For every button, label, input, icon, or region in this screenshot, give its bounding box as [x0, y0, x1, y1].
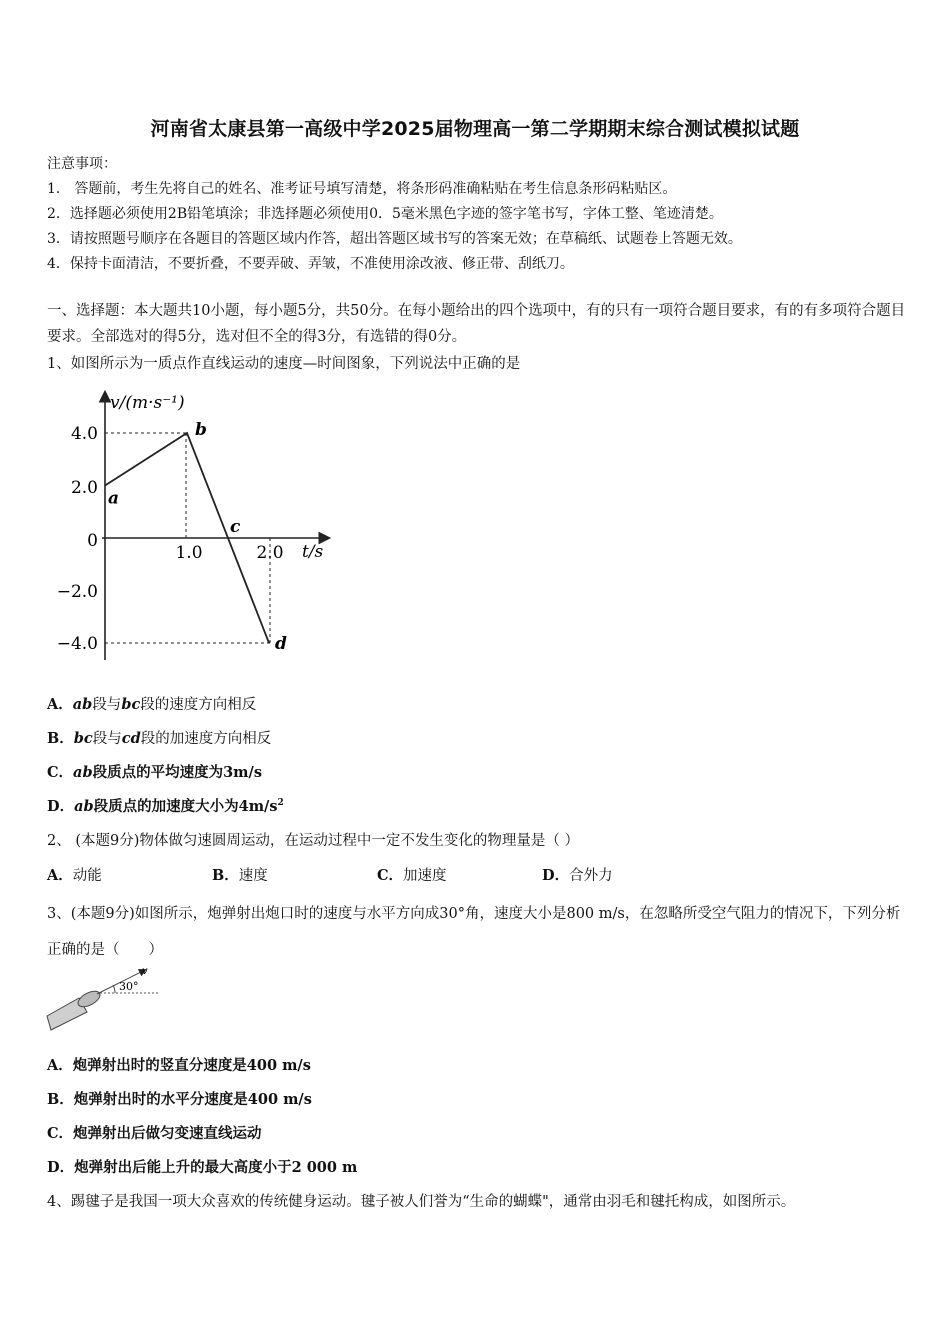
x-axis-label: t/s: [302, 542, 324, 562]
q2-option-a: [47, 864, 212, 885]
cannon-figure: [45, 964, 170, 1034]
page-title: 河南省太康县第一高级中学2025届物理高一第二学期期末综合测试模拟试题: [150, 118, 800, 140]
q1-option-d: [47, 795, 284, 816]
option-text: 炮弹射出后做匀变速直线运动: [73, 1125, 262, 1142]
point-label-d: d: [275, 634, 287, 654]
option-var: ab: [72, 696, 93, 713]
x-tick-label: 2.0: [256, 543, 284, 563]
question-2-stem: 2、 (本题9分)物体做匀速圆周运动，在运动过程中一定不发生变化的物理量是（ ）: [47, 833, 579, 849]
point-label-a: a: [108, 488, 120, 509]
option-key: D．: [47, 1159, 75, 1176]
q1-option-c: [47, 761, 262, 782]
point-label-b: b: [195, 420, 207, 440]
notice-item: 3．请按照题号顺序在各题目的答题区域内作答，超出答题区域书写的答案无效；在草稿纸、试题卷上答题无效。: [47, 231, 742, 247]
velocity-time-graph: [50, 385, 350, 670]
option-key: B．: [47, 1091, 74, 1108]
q3-option-d: [47, 1156, 357, 1177]
option-text: 段质点的加速度大小为4m/s: [93, 798, 278, 815]
point-label-c: c: [230, 517, 241, 537]
option-text: 炮弹射出时的竖直分速度是400 m/s: [72, 1057, 311, 1074]
option-text: 合外力: [569, 868, 613, 884]
y-tick-label: −2.0: [56, 582, 98, 602]
option-var: bc: [121, 696, 141, 713]
option-text: 炮弹射出时的水平分速度是400 m/s: [73, 1091, 312, 1108]
notice-heading: 注意事项：: [47, 156, 117, 172]
q3-option-b: [47, 1088, 312, 1109]
q1-option-b: [47, 727, 271, 748]
x-tick-label: 1.0: [175, 543, 203, 563]
q2-options: [47, 864, 613, 885]
q2-option-b: [212, 864, 377, 885]
option-key: C．: [377, 867, 404, 884]
velocity-label: v: [142, 966, 148, 977]
q2-option-d: [542, 864, 613, 885]
option-key: C．: [47, 1125, 74, 1142]
option-var: bc: [73, 730, 93, 747]
q3-option-a: [47, 1054, 311, 1075]
option-key: A．: [47, 867, 73, 884]
question-4-stem: 4、踢毽子是我国一项大众喜欢的传统健身运动。毽子被人们誉为“生命的蝴蝶"，通常由羽毛和毽托构成，如图所示。: [47, 1194, 796, 1210]
option-key: A．: [47, 1057, 73, 1074]
option-key: C．: [47, 764, 74, 781]
y-tick-label: 4.0: [70, 424, 98, 444]
option-text: 段与: [92, 697, 122, 713]
q1-option-a: [47, 693, 256, 714]
option-text: 炮弹射出后能上升的最大高度小于2 000 m: [74, 1159, 358, 1176]
q3-option-c: [47, 1122, 262, 1143]
option-key: D．: [542, 867, 570, 884]
option-text: 段的加速度方向相反: [140, 731, 272, 747]
option-text: 速度: [238, 868, 268, 884]
option-key: B．: [47, 730, 74, 747]
section-intro: 一、选择题：本大题共10小题，每小题5分，共50分。在每小题给出的四个选项中，有的只有一项符合题目要求，有的有多项符合题目要求。全部选对的得5分，选对但不全的得3分，有选错的得0分。: [47, 303, 906, 345]
notice-item: 4．保持卡面清洁，不要折叠，不要弄破、弄皱，不准使用涂改液、修正带、刮纸刀。: [47, 256, 574, 272]
question-3-stem: 3、(本题9分)如图所示，炮弹射出炮口时的速度与水平方向成30°角，速度大小是800 m/s，在忽略所受空气阻力的情况下，下列分析正确的是（ ）: [47, 906, 901, 958]
y-tick-label: 2.0: [70, 478, 98, 498]
question-1-stem: 1、如图所示为一质点作直线运动的速度—时间图象，下列说法中正确的是: [47, 356, 521, 372]
option-key: B．: [212, 867, 239, 884]
notice-item: 2．选择题必须使用2B铅笔填涂；非选择题必须使用0．5毫米黑色字迹的签字笔书写，字体工整、笔迹清楚。: [47, 206, 723, 222]
angle-arc: [113, 985, 115, 993]
option-key: A．: [47, 696, 73, 713]
option-text: 段质点的平均速度为3m/s: [92, 764, 262, 781]
option-text: 段与: [92, 731, 122, 747]
notice-item: 1． 答题前，考生先将自己的姓名、准考证号填写清楚，将条形码准确粘贴在考生信息条形码粘贴区。: [47, 181, 677, 197]
option-text: 加速度: [403, 868, 447, 884]
angle-label: 30°: [119, 980, 139, 993]
q2-option-c: [377, 864, 542, 885]
option-text: 动能: [72, 868, 102, 884]
option-key: D．: [47, 798, 75, 815]
y-tick-label: 0: [87, 531, 98, 551]
y-axis-label: v/(m·s⁻¹): [110, 393, 185, 413]
option-sup: 2: [277, 798, 284, 809]
option-text: 段的速度方向相反: [140, 697, 257, 713]
option-var: ab: [73, 764, 93, 781]
y-tick-label: −4.0: [56, 634, 98, 654]
option-var: cd: [121, 730, 141, 747]
option-var: ab: [74, 798, 94, 815]
